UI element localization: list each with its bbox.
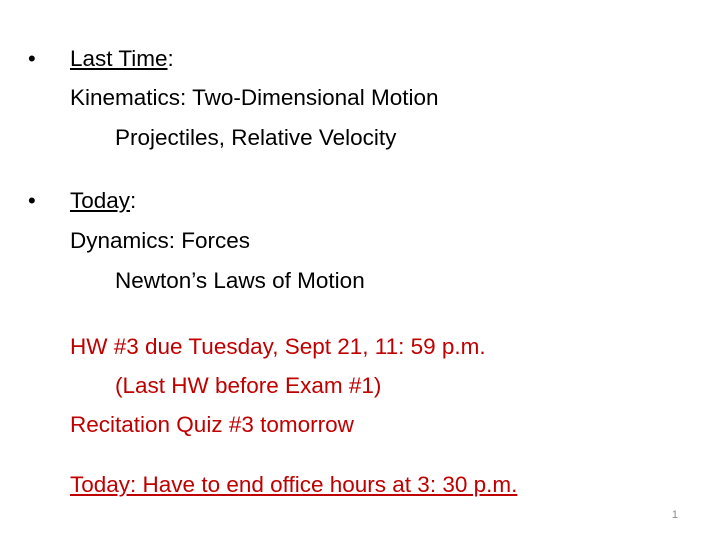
last-time-topic: Kinematics: Two-Dimensional Motion — [70, 85, 439, 110]
hw-note-text: (Last HW before Exam #1) — [115, 373, 382, 398]
today-heading-line — [70, 186, 136, 216]
bullet-today: • — [28, 188, 36, 213]
today-colon: : — [130, 188, 137, 213]
last-time-colon: : — [167, 46, 174, 71]
last-time-heading-line — [70, 44, 174, 74]
page-number: 1 — [671, 509, 678, 521]
bullet-last-time: • — [28, 46, 36, 71]
last-time-subtopic: Projectiles, Relative Velocity — [115, 125, 397, 150]
hw-due-text: HW #3 due Tuesday, Sept 21, 11: 59 p.m. — [70, 334, 486, 359]
today-heading: Today — [70, 188, 131, 213]
last-time-heading: Last Time — [70, 46, 168, 71]
office-hours-text: Today: Have to end office hours at 3: 30 p.m. — [70, 472, 518, 497]
today-subtopic: Newton’s Laws of Motion — [115, 268, 365, 293]
quiz-text: Recitation Quiz #3 tomorrow — [70, 412, 354, 437]
today-topic: Dynamics: Forces — [70, 228, 251, 253]
